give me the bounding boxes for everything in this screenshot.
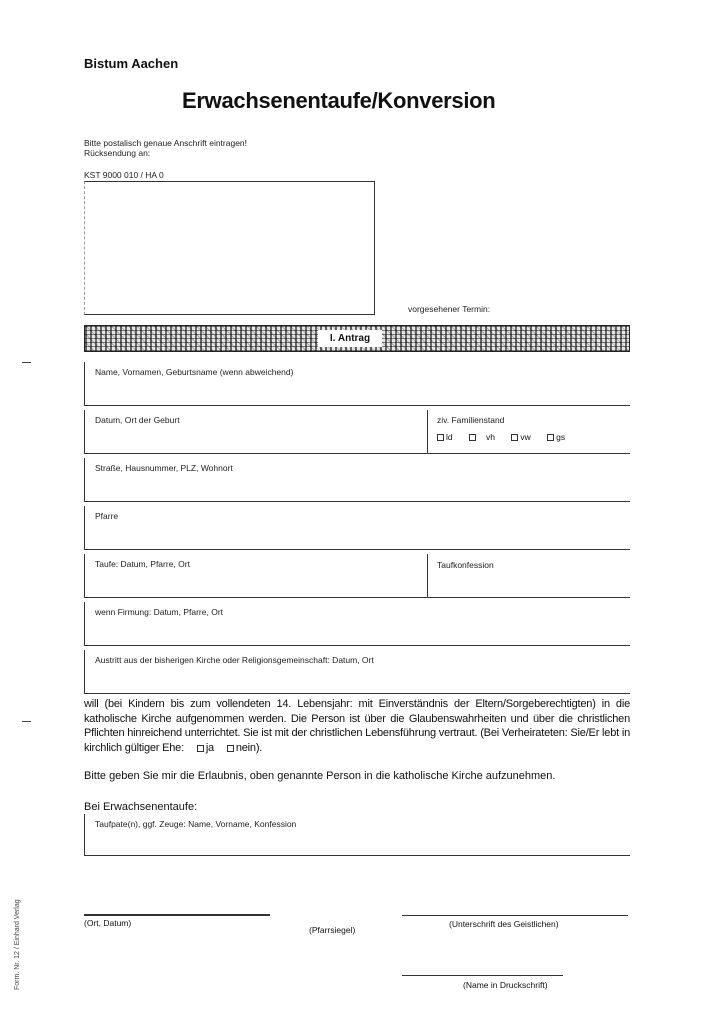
checkbox-vw[interactable] xyxy=(511,434,518,441)
birth-row xyxy=(84,410,630,454)
seal-caption: (Pfarrsiegel) xyxy=(309,925,356,935)
checkbox-ld[interactable] xyxy=(437,434,444,441)
checkbox-gs[interactable] xyxy=(547,434,554,441)
street-field[interactable] xyxy=(84,458,630,502)
parish-field[interactable] xyxy=(84,506,630,550)
checkbox-vh[interactable] xyxy=(469,434,476,441)
exit-field[interactable] xyxy=(84,650,630,694)
cost-code: KST 9000 010 / HA 0 xyxy=(84,170,164,180)
confirmation-field[interactable] xyxy=(84,602,630,646)
marital-status-label: ziv. Familienstand xyxy=(437,415,505,425)
godparent-field[interactable] xyxy=(84,814,630,856)
baptism-row-divider xyxy=(427,554,428,597)
godparent-field-label: Taufpate(n), ggf. Zeuge: Name, Vorname, Konfession xyxy=(95,819,297,829)
form-title: Erwachsenentaufe/Konversion xyxy=(182,88,496,113)
organization-name: Bistum Aachen xyxy=(84,56,179,71)
appointment-label: vorgesehener Termin: xyxy=(408,304,491,314)
fold-mark-middle xyxy=(22,721,31,722)
form-number: Form. Nr. 12 / Einhard Verlag xyxy=(14,899,21,990)
section-title-request: I. Antrag xyxy=(318,330,382,347)
marital-status-options xyxy=(437,432,565,442)
parish-field-label: Pfarre xyxy=(95,511,119,521)
option-vh: vh xyxy=(486,432,495,442)
return-address-box[interactable] xyxy=(84,181,375,315)
address-note xyxy=(84,138,247,158)
option-ld: ld xyxy=(446,432,453,442)
option-gs: gs xyxy=(556,432,566,442)
baptism-field-label: Taufe: Datum, Pfarre, Ort xyxy=(95,559,190,569)
option-vw: vw xyxy=(520,432,531,442)
adult-baptism-heading: Bei Erwachsenentaufe: xyxy=(84,801,198,813)
statement-text: will (bei Kindern bis zum vollendeten 14. Lebensjahr: mit Einverständnis der Eltern/Sorgeberechtigten) in die katholische Kirche aufgenommen werden. Die Person ist über die Glaubenswahrheiten und über die christlichen Pflichten hinreichend unterrichtet. Sie ist mit der christlichen Lebensführung vertraut. (Bei Verheirateten: Sie/Er lebt in kirchlich gültiger Ehe: xyxy=(84,698,630,754)
signature-caption: (Unterschrift des Geistlichen) xyxy=(449,919,559,929)
street-field-label: Straße, Hausnummer, PLZ, Wohnort xyxy=(95,463,233,473)
statement-paragraph xyxy=(84,697,630,755)
name-field-label: Name, Vornamen, Geburtsname (wenn abweichend) xyxy=(95,367,294,377)
printed-name-line[interactable] xyxy=(402,975,563,976)
baptism-row xyxy=(84,554,630,598)
birth-row-divider xyxy=(427,410,428,453)
confirmation-field-label: wenn Firmung: Datum, Pfarre, Ort xyxy=(95,607,224,617)
fold-mark-top xyxy=(22,362,31,363)
place-date-caption: (Ort, Datum) xyxy=(84,918,132,928)
name-field[interactable] xyxy=(84,362,630,406)
exit-field-label: Austritt aus der bisherigen Kirche oder Religionsgemeinschaft: Datum, Ort xyxy=(95,655,374,665)
address-note-line-1: Bitte postalisch genaue Anschrift eintragen! xyxy=(84,138,248,148)
permission-text: Bitte geben Sie mir die Erlaubnis, oben genannte Person in die katholische Kirche aufzunehmen. xyxy=(84,770,556,782)
checkbox-married-yes[interactable] xyxy=(197,745,204,752)
checkbox-married-no[interactable] xyxy=(227,745,234,752)
baptism-confession-label: Taufkonfession xyxy=(437,560,494,570)
signature-line[interactable] xyxy=(402,915,628,916)
option-yes: ja xyxy=(205,741,214,754)
printed-name-caption: (Name in Druckschrift) xyxy=(463,980,548,990)
birth-field-label: Datum, Ort der Geburt xyxy=(95,415,180,425)
address-note-line-2: Rücksendung an: xyxy=(84,148,151,158)
option-no: nein). xyxy=(235,741,263,754)
place-date-line[interactable] xyxy=(84,914,270,916)
